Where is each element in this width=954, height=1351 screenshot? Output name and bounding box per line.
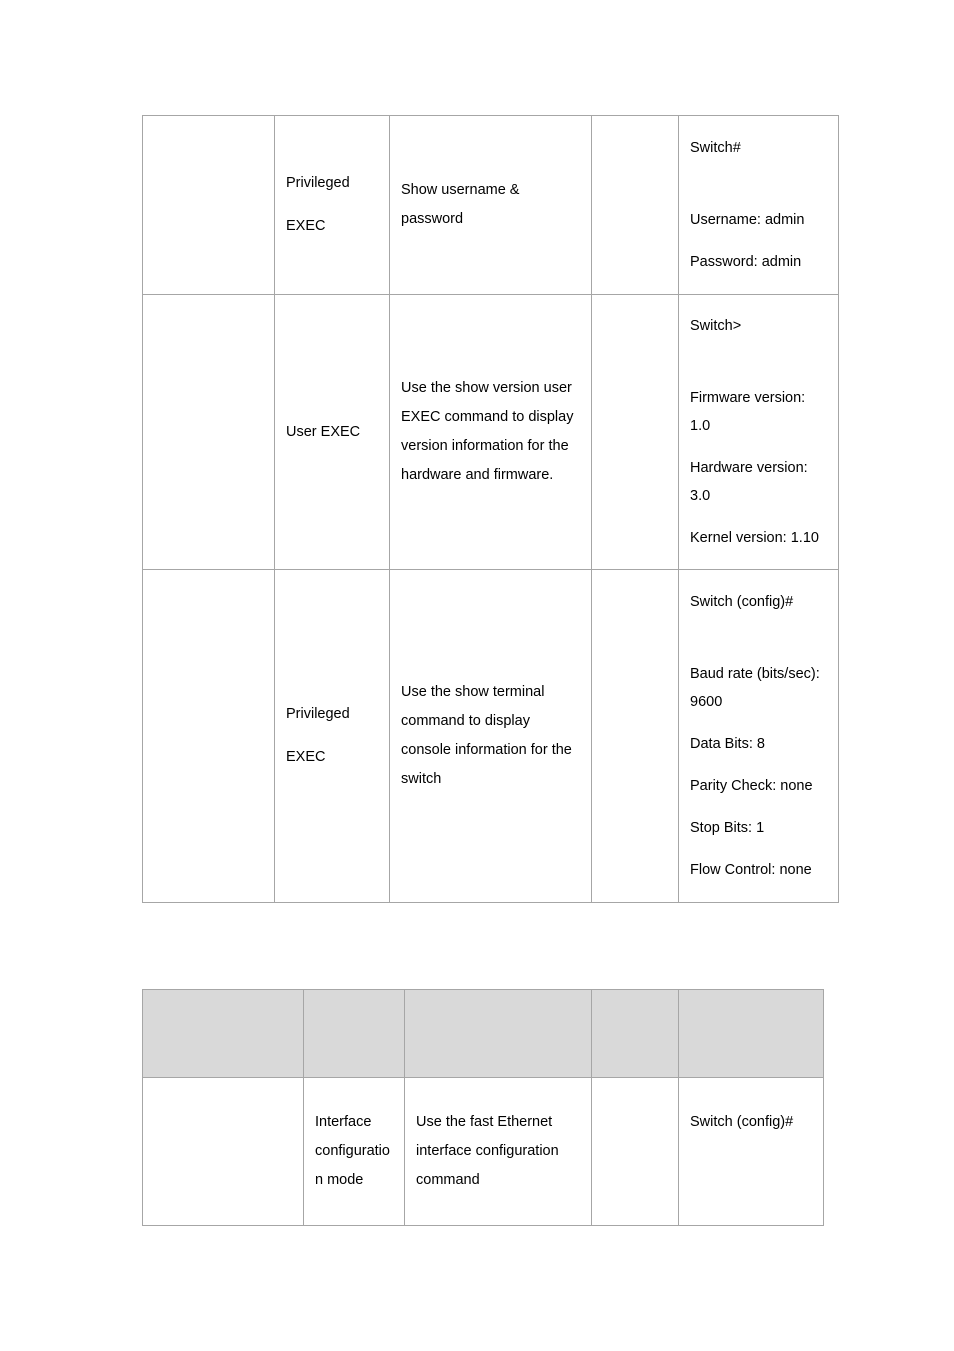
command-cell bbox=[143, 116, 275, 295]
output-line: Firmware version: 1.0 bbox=[690, 390, 806, 434]
mode-text: EXEC bbox=[286, 749, 326, 765]
header-cell bbox=[143, 990, 304, 1078]
prompt-text: Switch# bbox=[690, 140, 741, 156]
mode-text: Privileged bbox=[286, 706, 350, 722]
mode-text: Interface configuratio n mode bbox=[315, 1114, 390, 1188]
description-text: Use the fast Ethernet interface configuration command bbox=[416, 1114, 559, 1188]
header-cell bbox=[679, 990, 824, 1078]
description-cell bbox=[405, 1078, 592, 1226]
example-cell bbox=[679, 1078, 824, 1226]
prompt-text: Switch (config)# bbox=[690, 594, 794, 610]
mode-text: User EXEC bbox=[286, 423, 361, 440]
header-cell bbox=[592, 990, 679, 1078]
table-row bbox=[143, 1078, 824, 1226]
mode-cell bbox=[275, 570, 390, 903]
output-line: Kernel version: 1.10 bbox=[690, 530, 819, 546]
mode-cell bbox=[275, 295, 390, 570]
description-text: Use the show terminal command to display console information for the switch bbox=[401, 684, 572, 787]
mode-cell bbox=[275, 116, 390, 295]
output-line: Data Bits: 8 bbox=[690, 736, 765, 752]
example-cell bbox=[679, 295, 839, 570]
description-cell bbox=[390, 295, 592, 570]
output-line: Username: admin bbox=[690, 212, 805, 228]
parameter-cell bbox=[592, 570, 679, 903]
output-line: Parity Check: none bbox=[690, 778, 813, 794]
output-line: Stop Bits: 1 bbox=[690, 820, 765, 836]
table-row bbox=[143, 295, 839, 570]
table-header-row bbox=[143, 990, 824, 1078]
output-line: Flow Control: none bbox=[690, 862, 812, 878]
example-cell bbox=[679, 116, 839, 295]
output-line: Password: admin bbox=[690, 254, 802, 270]
description-cell bbox=[390, 570, 592, 903]
mode-text: EXEC bbox=[286, 218, 326, 234]
prompt-text: Switch (config)# bbox=[690, 1114, 794, 1130]
command-table-1 bbox=[142, 115, 839, 903]
output-line: Baud rate (bits/sec): 9600 bbox=[690, 666, 820, 710]
description-cell bbox=[390, 116, 592, 295]
command-cell bbox=[143, 1078, 304, 1226]
description-text: Use the show version user EXEC command to display version information for the hardware and firmware. bbox=[401, 380, 574, 483]
command-cell bbox=[143, 295, 275, 570]
command-table-2 bbox=[142, 989, 824, 1226]
mode-cell bbox=[304, 1078, 405, 1226]
parameter-cell bbox=[592, 295, 679, 570]
parameter-cell bbox=[592, 1078, 679, 1226]
description-text: Show username & password bbox=[401, 182, 520, 227]
table-row bbox=[143, 570, 839, 903]
header-cell bbox=[304, 990, 405, 1078]
command-cell bbox=[143, 570, 275, 903]
mode-text: Privileged bbox=[286, 175, 350, 191]
table-row bbox=[143, 116, 839, 295]
parameter-cell bbox=[592, 116, 679, 295]
output-line: Hardware version: 3.0 bbox=[690, 460, 808, 504]
prompt-text: Switch> bbox=[690, 318, 742, 334]
header-cell bbox=[405, 990, 592, 1078]
example-cell bbox=[679, 570, 839, 903]
